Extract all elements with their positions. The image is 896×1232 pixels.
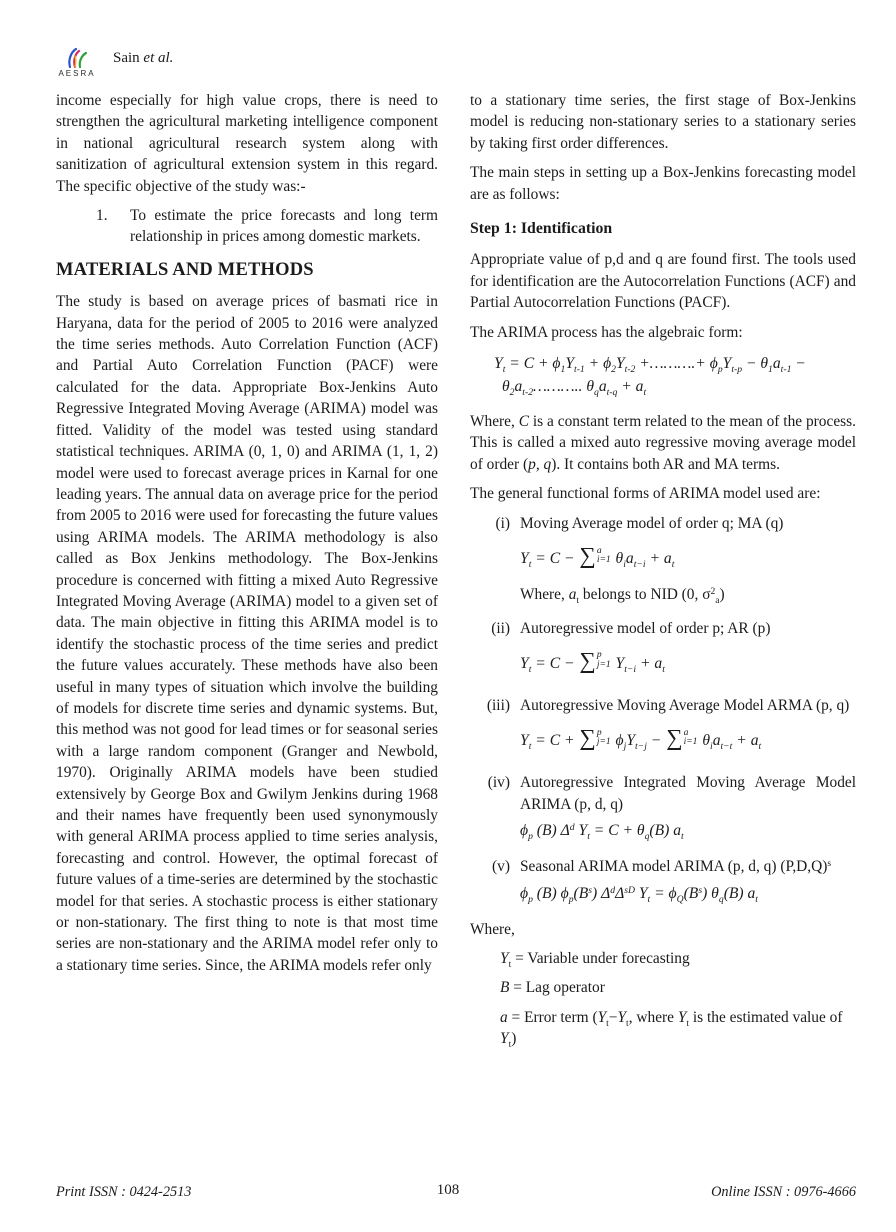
model-label: Autoregressive model of order p; AR (p) [520,619,771,637]
paragraph: income especially for high value crops, there is need to strengthen the agricultural marketing intelligence component in national agricultural research system along with sanitization of agricultural extension system in this regard. The specific objective of the study was:- [56,92,438,195]
paragraph: The ARIMA process has the algebraic form: [470,323,743,341]
print-issn: Print ISSN : 0424-2513 [56,1184,192,1200]
list-item-text: To estimate the price forecasts and long term relationship in prices among domestic markets. [130,207,438,246]
model-marker: (iv) [487,774,510,792]
paragraph: Appropriate value of p,d and q are found first. The tools used for identification are the Autocorrelation Functions (ACF) and Partial Autocorrelation Functions (PACF). [470,251,856,312]
model-equation: $Y_t = C$ + ∑ p j=1 $\phi_jY_{t-j}$ − ∑ a i=1 $\theta_ia_{t-t} + a_t$ [520,725,762,753]
model-marker: (i) [495,514,510,532]
model-item-v [470,856,856,912]
equation-note: Where, $a_t$ belongs to NID (0, $\sigma^2_a$) [520,586,725,606]
model-marker: (v) [492,858,510,876]
paragraph: The main steps in setting up a Box-Jenkins forecasting model are as follows: [470,164,856,203]
running-head-authors: Sain et al. [113,50,174,66]
model-equation: $\phi_p$ (B) $\Delta^d$ $Y_t = C + \theta_q(B)$ $a_t$ [520,822,684,842]
model-label: Autoregressive Moving Average Model ARMA (p, q) [520,696,850,714]
where-label: Where, [470,920,515,938]
model-equation: $Y_t = C$ − ∑ a i=1 $\theta_ia_{t-i} + a_t$ [520,543,675,570]
journal-logo [56,47,98,78]
equation-line: $Y_t = C + \phi_1Y_{t-1} + \phi_2Y_{t-2}$ +……….+ $\phi_pY_{t-p} - \theta_1a_{t-1}$ − [494,355,806,375]
arima-main-equation [494,352,856,398]
definition-yt: $Y_t$ = Variable under forecasting [500,949,690,970]
left-column [56,90,438,984]
equation-line: $\theta_2a_{t-2}\dots\dots\dots$.. $\theta_qa_{t-q} + a_t$ [502,378,647,398]
paragraph: to a stationary time series, the first stage of Box-Jenkins model is reducing non-stationary series to a stationary series by taking first order differences. [470,92,856,152]
aesra-flame-icon [63,47,91,69]
model-label: Autoregressive Integrated Moving Average Model ARIMA (p, d, q) [520,774,856,813]
model-marker: (ii) [491,619,510,637]
definition-a: a = Error term ($Y_t-Y_t$, where $Y_t$ is the estimated value of $Y_t$) [500,1008,843,1050]
paragraph: The study is based on average prices of basmati rice in Haryana, data for the period of 2005 to 2016 were analyzed the time series methods. Auto Correlation Function (ACF) and Partial Auto Correlation Function (PACF) were calculated for the data. Appropriate Box-Jenkins Auto Regressive Integrated Moving Average (ARIMA) model was fitted. Validity of the model was tested using standard statistical techniques. ARIMA (0, 1, 0) and ARIMA (1, 1, 2) model were used to forecast average prices in Karnal for one leading years. The annual data on average price for the period from 2005 to 2016 were used for forecasting the future values using ARIMA models. The ARIMA methodology is also called as Box Jenkins methodology. The Box-Jenkins procedure is concerned with fitting a mixed Auto Regressive Integrated Moving Average (ARIMA) model to a given set of data. The main objective in fitting this ARIMA model is to identify the stochastic process of the time series and predict the future values accurately. These methods have also been useful in many types of situation which involve the building of models for discrete time series and dynamic systems. But, this method was not good for lead times or for seasonal series with a large random component (Granger and Newbold, 1970). Originally ARIMA models have been studied extensively by George Box and Gwilym Jenkins during 1968 and their names have frequently been used synonymously with general ARIMA process applied to time series analysis, forecasting and control. However, the optimal forecast of future values of a time-series are determined by the stochastic model for that series. A stochastic process is either stationary or non-stationary. The first thing to note is that most time series are non-stationary and the ARIMA model refer only to a stationary time series. Since, the ARIMA models refer only [56,293,438,974]
section-heading: MATERIALS AND METHODS [56,259,314,280]
model-item-iii [470,695,856,766]
paragraph: The general functional forms of ARIMA model used are: [470,485,821,503]
model-equation: $\phi_p$ (B) $\phi_p(B^s)$ $\Delta^d\Delta^{sD}$ $Y_t = \phi_Q(B^s)$ $\theta_q(B)$ $a_t$ [520,884,758,905]
definition-b: B = Lag operator [500,979,605,997]
page-number: 108 [436,1182,460,1198]
list-number: 1. [96,207,108,225]
objective-list-item [96,205,438,248]
model-item-iv [470,772,856,850]
online-issn: Online ISSN : 0976-4666 [711,1184,856,1200]
paragraph: Where, C is a constant term related to the mean of the process. This is called a mixed auto regressive moving average model of order (p, q). It contains both AR and MA terms. [470,413,856,473]
logo-wordmark: AESRA [58,69,96,78]
right-column [470,90,856,1058]
model-label: Moving Average model of order q; MA (q) [520,514,784,532]
model-label: Seasonal ARIMA model ARIMA (p, d, q) $(P,D,Q)^s$ [520,858,832,876]
model-marker: (iii) [486,696,510,714]
step-heading: Step 1: Identification [470,220,613,238]
model-item-i [470,513,856,612]
model-equation: $Y_t = C$ − ∑ p j=1 $Y_{t-i} + a_t$ [520,647,665,675]
model-item-ii [470,618,856,689]
page-header [56,47,173,78]
